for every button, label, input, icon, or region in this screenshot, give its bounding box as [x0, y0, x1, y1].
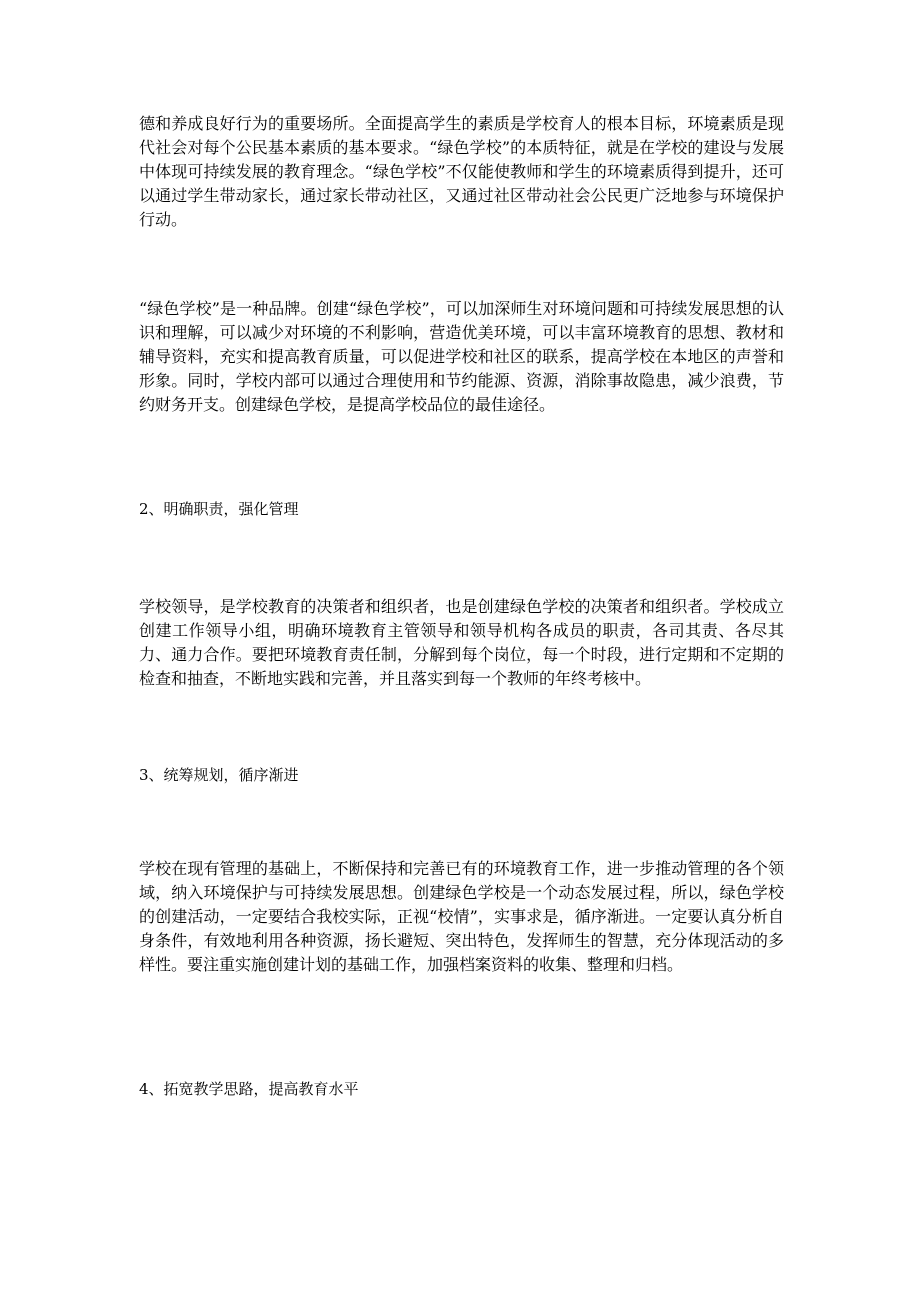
paragraph-green-school-brand: “绿色学校”是一种品牌。创建“绿色学校”，可以加深师生对环境问题和可持续发展思想的认识和理解，可以减少对环境的不利影响，营造优美环境，可以丰富环境教育的思想、教材和辅导资料，充实和提高教育质量，可以促进学校和社区的联系，提高学校在本地区的声誉和形象。同时，学校内部可以通过合理使用和节约能源、资源，消除事故隐患，减少浪费，节约财务开支。创建绿色学校，是提高学校品位的最佳途径。	[139, 299, 784, 414]
section-heading-2: 2、明确职责，强化管理	[139, 500, 299, 518]
paragraph-planning: 学校在现有管理的基础上，不断保持和完善已有的环境教育工作，进一步推动管理的各个领域，纳入环境保护与可持续发展思想。创建绿色学校是一个动态发展过程，所以，绿色学校的创建活动，一定要结合我校实际，正视“校情”，实事求是，循序渐进。一定要认真分析自身条件，有效地利用各种资源，扬长避短、突出特色，发挥师生的智慧，充分体现活动的多样性。要注重实施创建计划的基础工作，加强档案资料的收集、整理和归档。	[139, 859, 784, 974]
paragraph-leadership: 学校领导，是学校教育的决策者和组织者，也是创建绿色学校的决策者和组织者。学校成立创建工作领导小组，明确环境教育主管领导和领导机构各成员的职责，各司其责、各尽其力、通力合作。要把环境教育责任制，分解到每个岗位，每一个时段，进行定期和不定期的检查和抽查，不断地实践和完善，并且落实到每一个教师的年终考核中。	[139, 597, 784, 688]
section-heading-4: 4、拓宽教学思路，提高教育水平	[139, 1080, 359, 1098]
section-heading-3: 3、统筹规划，循序渐进	[139, 766, 299, 784]
paragraph-green-school-meaning: 德和养成良好行为的重要场所。全面提高学生的素质是学校育人的根本目标，环境素质是现代社会对每个公民基本素质的基本要求。“绿色学校”的本质特征，就是在学校的建设与发展中体现可持续发展的教育理念。“绿色学校”不仅能使教师和学生的环境素质得到提升，还可以通过学生带动家长，通过家长带动社区，又通过社区带动社会公民更广泛地参与环境保护行动。	[139, 114, 784, 229]
